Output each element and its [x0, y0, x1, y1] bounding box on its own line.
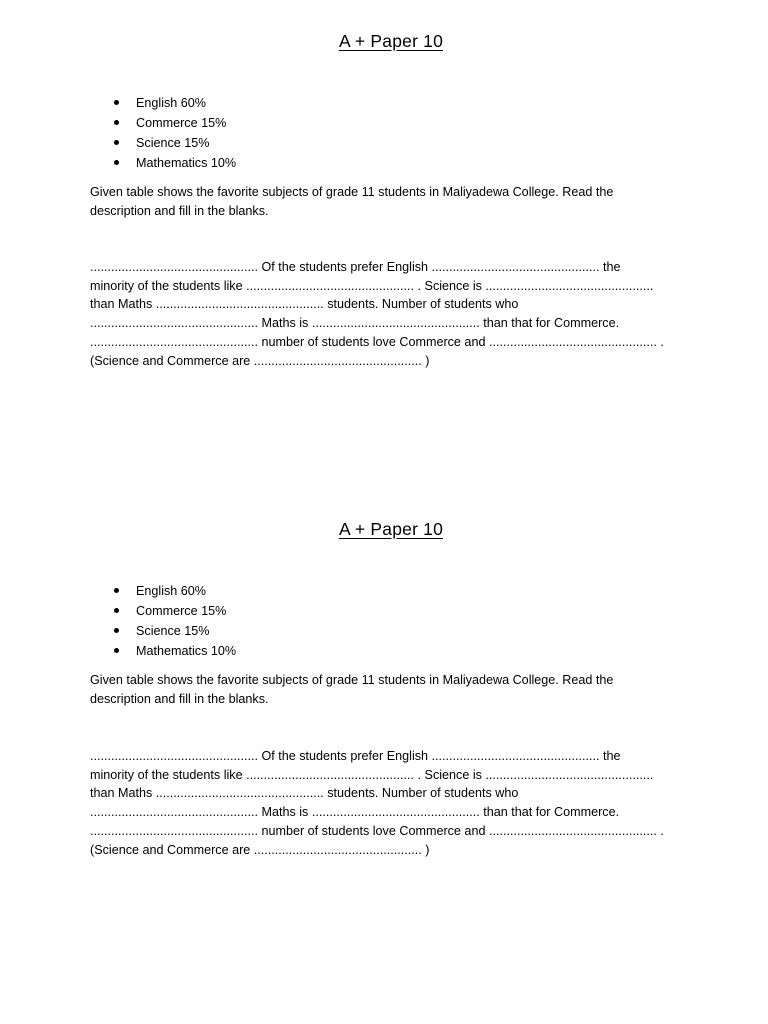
list-item: Science 15% — [113, 621, 236, 641]
list-item: Mathematics 10% — [113, 153, 236, 173]
page-title: A + Paper 10 — [338, 519, 444, 539]
list-item: English 60% — [113, 93, 236, 113]
bullet-icon — [114, 140, 119, 145]
subject-list — [113, 581, 236, 661]
bullet-icon — [114, 608, 119, 613]
bullet-icon — [114, 160, 119, 165]
bullet-icon — [114, 648, 119, 653]
instructions-paragraph: Given table shows the favorite subjects of grade 11 students in Maliyadewa College. Read the description and fill in the blanks. — [90, 185, 614, 218]
bullet-icon — [114, 120, 119, 125]
bullet-icon — [114, 588, 119, 593]
list-item: Science 15% — [113, 133, 236, 153]
instructions-paragraph: Given table shows the favorite subjects of grade 11 students in Maliyadewa College. Read the description and fill in the blanks. — [90, 673, 614, 706]
fill-in-blanks-paragraph: ................................................ Of the students prefer English ................................................ the minority of the students like ................................................ . Science is ................................................ than Maths ................................................ students. Number of students who ................................................ Maths is ................................................ than that for Commerce. ................................................ number of students love Commerce and ................................................ . (Science and Commerce are ................................................ ) — [90, 749, 664, 857]
list-item: Commerce 15% — [113, 601, 236, 621]
list-item: Commerce 15% — [113, 113, 236, 133]
list-item: Mathematics 10% — [113, 641, 236, 661]
list-item: English 60% — [113, 581, 236, 601]
bullet-icon — [114, 100, 119, 105]
fill-in-blanks-paragraph: ................................................ Of the students prefer English ................................................ the minority of the students like ................................................ . Science is ................................................ than Maths ................................................ students. Number of students who ................................................ Maths is ................................................ than that for Commerce. ................................................ number of students love Commerce and ................................................ . (Science and Commerce are ................................................ ) — [90, 260, 664, 368]
subject-list — [113, 93, 236, 173]
bullet-icon — [114, 628, 119, 633]
page-title: A + Paper 10 — [338, 31, 444, 51]
